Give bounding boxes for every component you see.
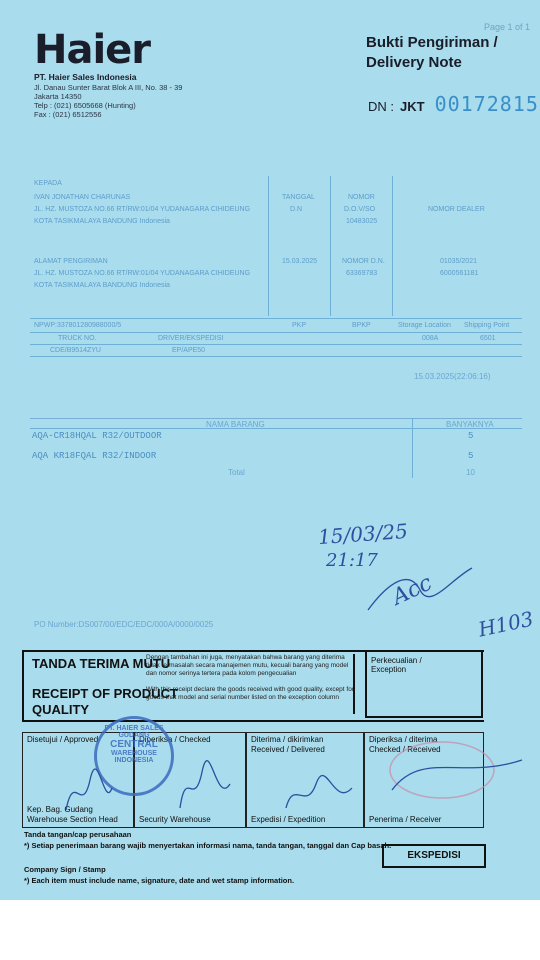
stamp-text: WAREHOUSE [111,750,157,757]
storage-value: 008A [422,335,439,342]
divider [392,176,393,316]
signature-scribble [360,560,480,620]
truck-value: CDE/B9514ZYU [50,347,101,354]
alamat-line-1: JL. HZ. MUSTOZA NO.66 RT/RW:01/04 YUDANAGARA CIHIDEUNG [34,270,251,277]
divider [330,176,331,316]
stamp-text: GUDANG [118,732,150,739]
dealer-code-2: 6000561181 [440,270,479,277]
receipt-title-id: TANDA TERIMA MUTU [32,656,171,671]
exception-label-1: Perkecualian / [371,656,422,665]
total-label: Total [228,468,245,477]
document-title [366,33,498,73]
receiver-stamp-signature [372,720,532,810]
divider [412,418,413,478]
recipient-address-1: JL. HZ. MUSTOZA NO.66 RT/RW:01/04 YUDANAGARA CIHIDEUNG [34,206,251,213]
item-row-2-name: AQA KR18FQAL R32/INDOOR [32,451,157,461]
delivery-date: 15.03.2025 [282,258,318,265]
divider [30,332,522,333]
footer-line-3: Company Sign / Stamp [24,865,106,874]
haier-logo: Haier [34,27,151,73]
dealer-label: NOMOR DEALER [428,206,485,213]
col-nama-barang: NAMA BARANG [206,420,265,429]
stamp-text: PT. HAIER SALES [104,725,164,732]
recipient-name: IVAN JONATHAN CHARUNAS [34,194,131,201]
sig-foot-1: Kep. Bag. Gudang [27,805,93,814]
sig-head-1: Diperiksa / diterima [369,735,438,744]
nomor-label: NOMOR [348,194,375,201]
nomor-value-1: D.O.V/SO [344,206,376,213]
handwritten-date: 15/03/25 [317,518,409,550]
stamp-text: CENTRAL [110,739,158,750]
shipping-value: 6501 [480,335,496,342]
col-banyaknya: BANYAKNYA [446,420,494,429]
recipient-address-2: KOTA TASIKMALAYA BANDUNG Indonesia [34,218,170,225]
dn-number: 00172815 [434,92,539,116]
alamat-line-2: KOTA TASIKMALAYA BANDUNG Indonesia [34,282,170,289]
signature-scribble-expedition [282,768,362,818]
divider [268,176,269,316]
title-line-1: Bukti Pengiriman / [366,34,498,51]
handwritten-h103: H103 [476,606,536,642]
divider [30,344,522,345]
divider [30,418,522,419]
company-name: PT. Haier Sales Indonesia [34,72,137,82]
sig-foot: Security Warehouse [139,815,211,824]
address-line: Jakarta 14350 [34,92,82,101]
item-row-2-qty: 5 [468,451,474,461]
kepada-label: KEPADA [34,180,62,187]
dn-branch: JKT [400,99,425,114]
sig-foot: Expedisi / Expedition [251,815,326,824]
npwp: NPWP:337801280988000/5 [34,322,122,329]
receipt-text-en: With this receipt declare the goods received with good quality, except for goods that model and serial number listed on the exception column [146,686,354,701]
sig-head-2: Checked / Received [369,745,441,754]
signature-scribbles-left [60,760,240,820]
sig-head: Disetujui / Approved [27,735,99,744]
exception-label-2: Exception [371,665,407,674]
divider [30,318,522,319]
divider [30,356,522,357]
page-number: Page 1 of 1 [483,22,530,32]
sig-head [251,735,325,755]
shipping-label: Shipping Point [464,322,510,329]
dn-label: DN : [368,99,394,114]
print-timestamp: 15.03.2025(22:06:16) [414,372,491,381]
total-value: 10 [466,468,475,477]
bpkp-label: BPKP [352,322,371,329]
handwritten-note: Acc [388,570,436,611]
nomor-dn-value: 63369783 [346,270,378,277]
footer-line-2: *) Setiap penerimaan barang wajib menyertakan informasi nama, tanda tangan, tanggal dan Cap basah. [24,841,392,850]
exception-box [365,650,483,718]
driver-label: DRIVER/EKSPEDISI [158,335,224,342]
footer-line-1: Tanda tangan/cap perusahaan [24,830,132,839]
item-row-1-name: AQA-CR18HQAL R32/OUTDOOR [32,431,162,441]
ekspedisi-label: EKSPEDISI [382,844,486,868]
tanggal-label: TANGGAL [282,194,315,201]
sig-head-1: Diterima / dikirimkan [251,735,324,744]
title-line-2: Delivery Note [366,54,462,71]
bracket [345,654,355,714]
po-number: PO Number:DS007/00/EDC/EDC/000A/0000/0025 [34,620,214,629]
address-line: Jl. Danau Sunter Barat Blok A III, No. 38 - 39 [34,83,183,92]
handwritten-time: 21:17 [326,550,378,571]
tanggal-value: D.N [290,206,303,213]
stamp-text: INDONESIA [114,757,154,764]
address-line: Telp : (021) 6505668 (Hunting) [34,101,136,110]
receipt-title-en-2: QUALITY [32,702,90,717]
dn-number-row [368,92,539,116]
footer-line-4: *) Each item must include name, signature, date and wet stamp information. [24,876,295,885]
address-line: Fax : (021) 6512556 [34,110,102,119]
sig-foot-2: Warehouse Section Head [27,815,118,824]
storage-label: Storage Location [398,322,451,329]
item-row-1-qty: 5 [468,431,474,441]
sig-head: Diperiksa / Checked [139,735,211,744]
truck-label: TRUCK NO. [58,335,97,342]
sig-head-2: Received / Delivered [251,745,325,754]
alamat-label: ALAMAT PENGIRIMAN [34,258,108,265]
nomor-value-2: 10483025 [346,218,378,225]
receipt-text-id: Dengan tambahan ini juga, menyatakan bahwa barang yang diterima tidak termasalah secara manajemen mutu, kecuali barang yang model dan nomor serinya tertera pada kolom pengecualian [146,654,349,677]
pkp-label: PKP [292,322,307,329]
nomor-dn-label: NOMOR D.N. [342,258,385,265]
sig-foot: Penerima / Receiver [369,815,442,824]
receipt-title-en-1: RECEIPT OF PRODUCT [32,686,178,701]
dealer-code-1: 01035/2021 [440,258,477,265]
company-address [34,83,182,119]
driver-value: EP/APE50 [172,347,206,354]
